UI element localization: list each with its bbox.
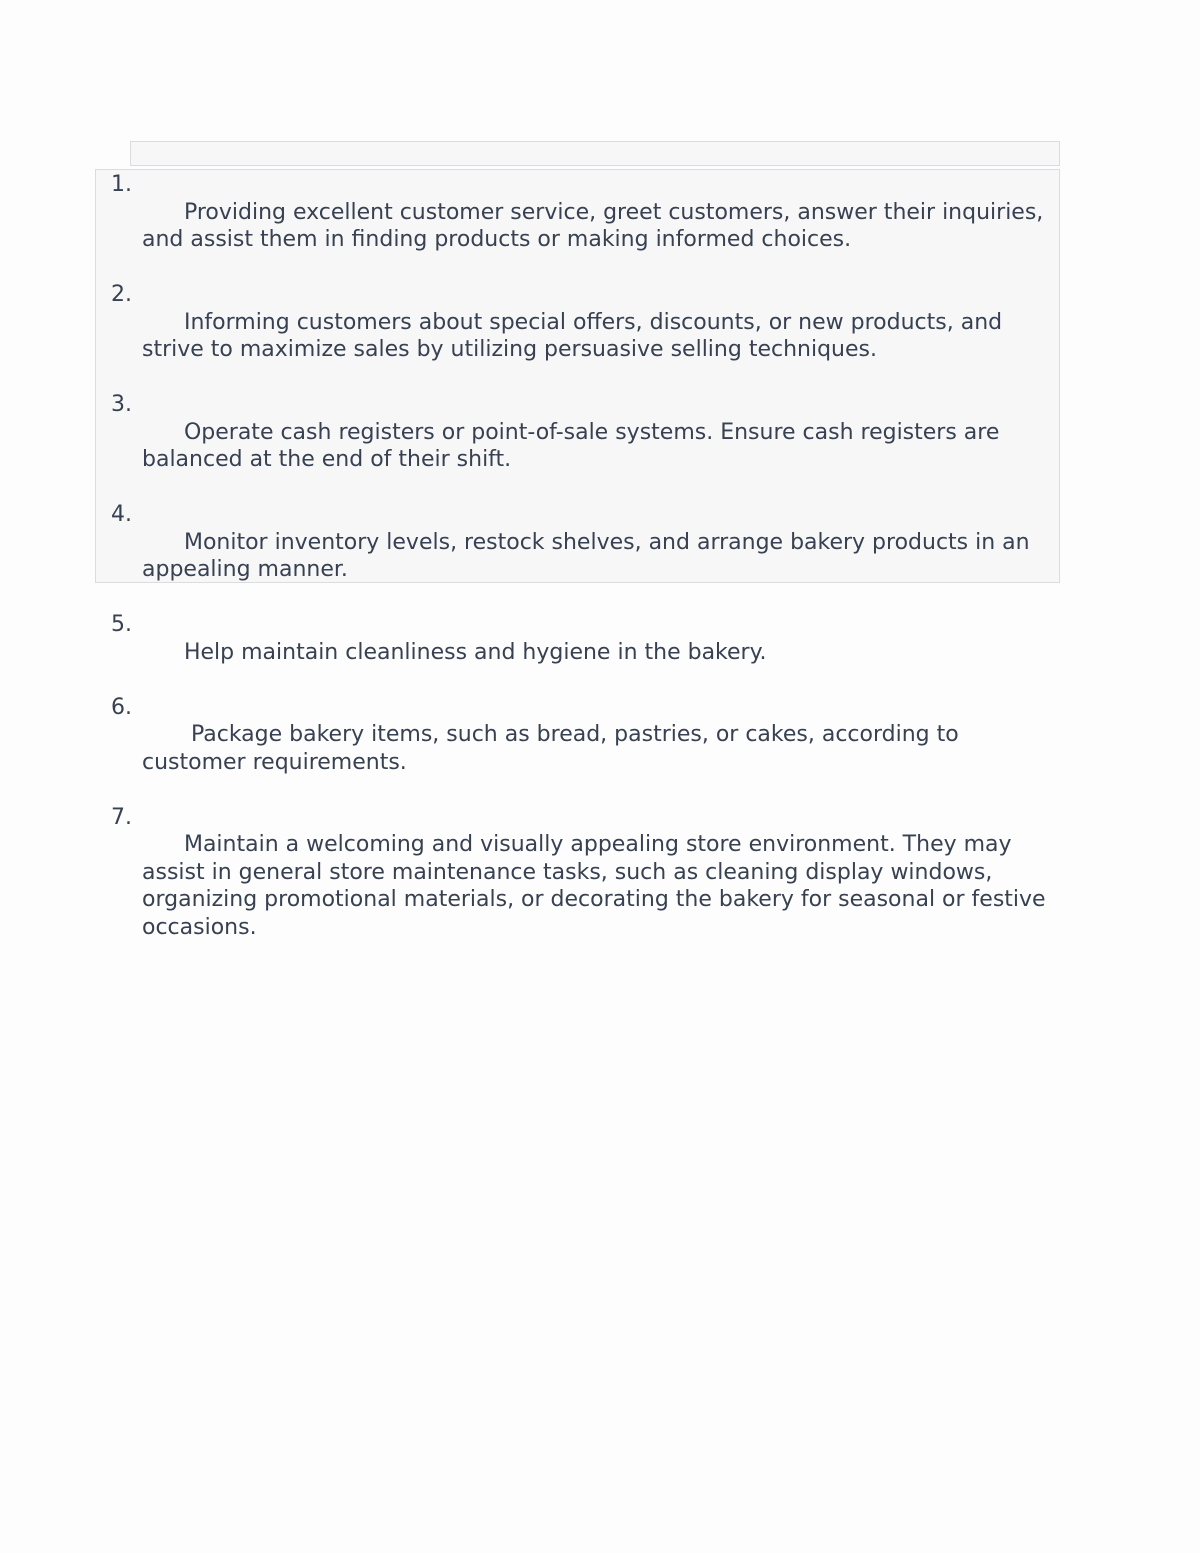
list-item-number: 5. [111,612,132,637]
list-item-text: Providing excellent customer service, greet customers, answer their inquiries, and assist them in finding products or making informed choices. [142,199,1051,252]
list-item-number: 4. [111,502,132,527]
list-item [96,501,1051,611]
list-item-text: Operate cash registers or point-of-sale systems. Ensure cash registers are balanced at the end of their shift. [142,419,1007,472]
list-item-number: 3. [111,392,132,417]
list-item [96,171,1051,281]
list-item-text: Maintain a welcoming and visually appealing store environment. They may assist in general store maintenance tasks, such as cleaning display windows, organizing promotional materials, or decorating the bakery for seasonal or festive occasions. [142,832,1053,940]
duties-list [96,171,1051,969]
list-item-text: Package bakery items, such as bread, pastries, or cakes, according to customer requirements. [142,722,966,775]
table-header-strip [130,141,1060,166]
list-item-text: Help maintain cleanliness and hygiene in the bakery. [183,639,767,665]
list-item [96,391,1051,501]
list-item-number: 1. [111,172,132,197]
list-item [96,804,1051,969]
list-item-text: Monitor inventory levels, restock shelves, and arrange bakery products in an appealing manner. [142,529,1037,582]
list-item [96,694,1051,804]
list-item [96,611,1051,694]
list-item-text: Informing customers about special offers, discounts, or new products, and strive to maximize sales by utilizing persuasive selling techniques. [142,309,1010,362]
list-item-number: 7. [111,804,132,830]
list-item-number: 2. [111,282,132,307]
list-item-number: 6. [111,694,132,720]
duties-list-container [95,169,1060,940]
list-item [96,281,1051,391]
